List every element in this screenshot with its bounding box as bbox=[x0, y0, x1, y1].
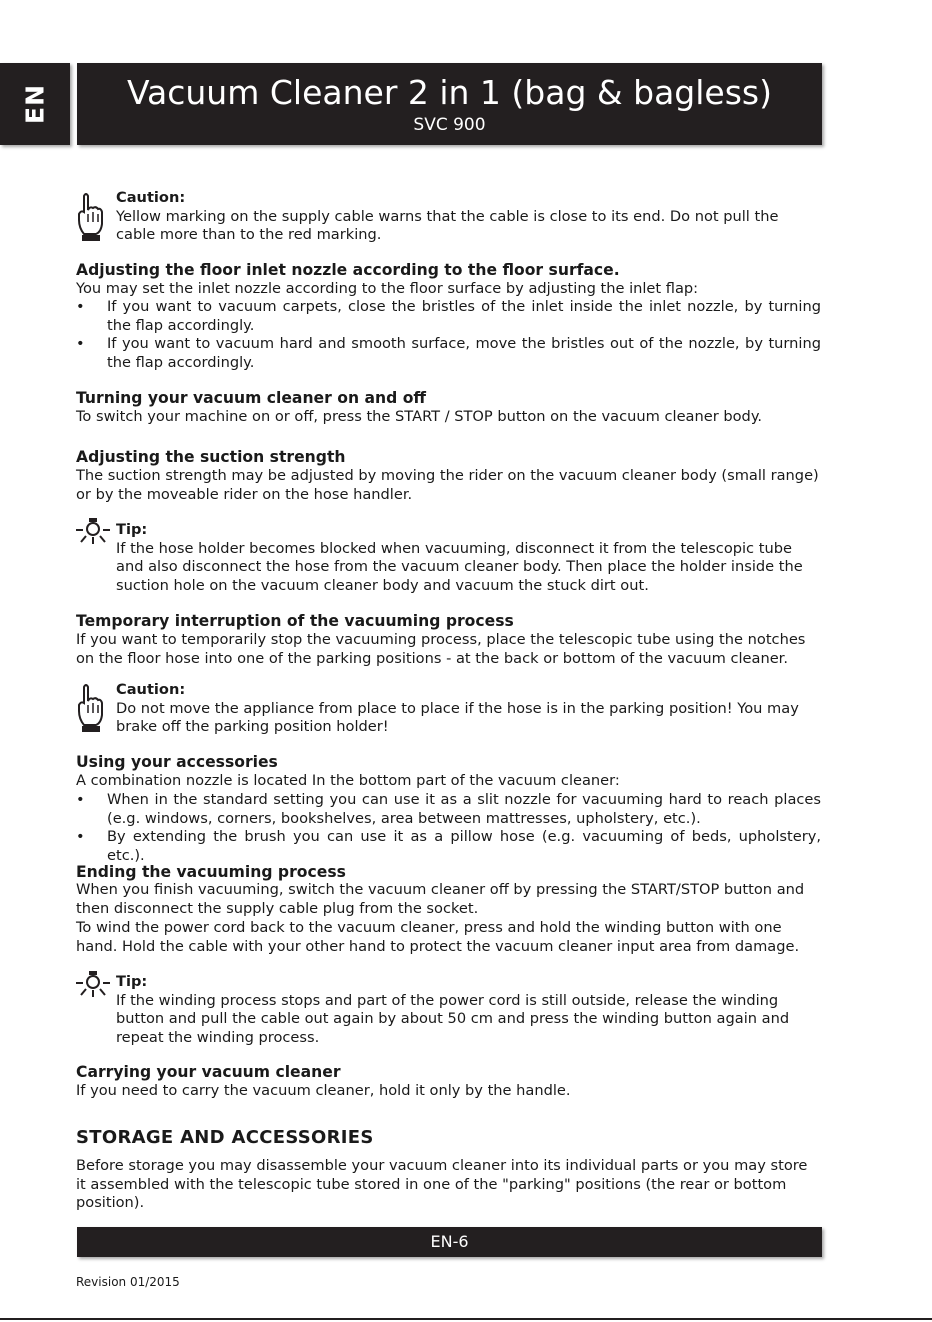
revision-label: Revision 01/2015 bbox=[76, 1275, 180, 1289]
language-tab bbox=[0, 63, 70, 145]
tip-note-1 bbox=[116, 521, 821, 596]
page-number: EN-6 bbox=[430, 1232, 469, 1251]
section-heading-onoff: Turning your vacuum cleaner on and off bbox=[76, 389, 427, 407]
light-bulb-icon bbox=[76, 971, 110, 999]
accessories-intro: A combination nozzle is located In the bottom part of the vacuum cleaner: bbox=[76, 772, 620, 789]
tip-note-2 bbox=[116, 973, 821, 1048]
ending-text-2: To wind the power cord back to the vacuum cleaner, press and hold the winding button with one hand. Hold the cable with your other hand to protect the vacuum cleaner input area from damage. bbox=[76, 919, 800, 955]
section-heading-carrying: Carrying your vacuum cleaner bbox=[76, 1063, 341, 1081]
caution-note-1 bbox=[116, 189, 821, 245]
section-heading-suction: Adjusting the suction strength bbox=[76, 448, 346, 466]
caution-note-2 bbox=[116, 681, 821, 737]
list-item: • When in the standard setting you can use it as a slit nozzle for vacuuming hard to reach places (e.g. windows, corners, bookshelves, area between mattresses, upholstery, etc.). bbox=[76, 791, 821, 828]
ending-text-1: When you finish vacuuming, switch the vacuum cleaner off by pressing the START/STOP button and then disconnect the supply cable plug from the socket. bbox=[76, 881, 805, 917]
section-heading-nozzle: Adjusting the floor inlet nozzle according to the floor surface. bbox=[76, 261, 620, 279]
model-number: SVC 900 bbox=[413, 115, 486, 135]
light-bulb-icon bbox=[76, 518, 110, 546]
page-number-bar bbox=[77, 1227, 822, 1257]
bottom-divider bbox=[0, 1318, 932, 1320]
pointing-hand-icon bbox=[76, 683, 104, 733]
pointing-hand-icon bbox=[76, 192, 104, 242]
language-label: EN bbox=[20, 83, 50, 125]
tip-text: If the winding process stops and part of the power cord is still outside, release the winding button and pull the cable out again by about 50 cm and press the winding button again and repeat the winding process. bbox=[116, 991, 790, 1047]
storage-text: Before storage you may disassemble your vacuum cleaner into its individual parts or you may store it assembled with the telescopic tube stored in one of the "parking" positions (the rear or bottom position). bbox=[76, 1157, 808, 1212]
nozzle-bullet-list bbox=[76, 298, 821, 373]
section-heading-interruption: Temporary interruption of the vacuuming process bbox=[76, 612, 514, 630]
caution-text: Do not move the appliance from place to place if the hose is in the parking position! You may brake off the parking position holder! bbox=[116, 699, 799, 736]
section-heading-accessories: Using your accessories bbox=[76, 753, 278, 771]
tip-label: Tip: bbox=[116, 521, 148, 538]
interruption-text: If you want to temporarily stop the vacuuming process, place the telescopic tube using the notches on the floor hose into one of the parking positions - at the back or bottom of the vacuum cleaner. bbox=[76, 631, 806, 667]
page-title: Vacuum Cleaner 2 in 1 (bag & bagless) bbox=[127, 73, 772, 112]
tip-text: If the hose holder becomes blocked when vacuuming, disconnect it from the telescopic tube and also disconnect the hose from the vacuum cleaner body. Then place the holder inside the suction hole on the vacuum cleaner body and vacuum the stuck dirt out. bbox=[116, 539, 803, 595]
caution-label: Caution: bbox=[116, 189, 186, 206]
tip-label: Tip: bbox=[116, 973, 148, 990]
list-item: • If you want to vacuum hard and smooth surface, move the bristles out of the nozzle, by turning the flap accordingly. bbox=[76, 335, 821, 372]
carrying-text: If you need to carry the vacuum cleaner, hold it only by the handle. bbox=[76, 1082, 571, 1099]
onoff-text: To switch your machine on or off, press the START / STOP button on the vacuum cleaner body. bbox=[76, 408, 763, 425]
section-heading-storage: STORAGE AND ACCESSORIES bbox=[76, 1127, 374, 1148]
title-bar bbox=[77, 63, 822, 145]
accessories-bullet-list bbox=[76, 791, 821, 866]
list-item: • By extending the brush you can use it as a pillow hose (e.g. vacuuming of beds, upholstery, etc.). bbox=[76, 828, 821, 865]
section-heading-ending: Ending the vacuuming process bbox=[76, 863, 346, 881]
caution-label: Caution: bbox=[116, 681, 186, 698]
list-item: • If you want to vacuum carpets, close the bristles of the inlet inside the inlet nozzle, by turning the flap accordingly. bbox=[76, 298, 821, 335]
nozzle-intro: You may set the inlet nozzle according to the floor surface by adjusting the inlet flap: bbox=[76, 280, 699, 297]
caution-text: Yellow marking on the supply cable warns that the cable is close to its end. Do not pull the cable more than to the red marking. bbox=[116, 207, 779, 244]
suction-text: The suction strength may be adjusted by moving the rider on the vacuum cleaner body (small range) or by the moveable rider on the hose handler. bbox=[76, 467, 819, 503]
